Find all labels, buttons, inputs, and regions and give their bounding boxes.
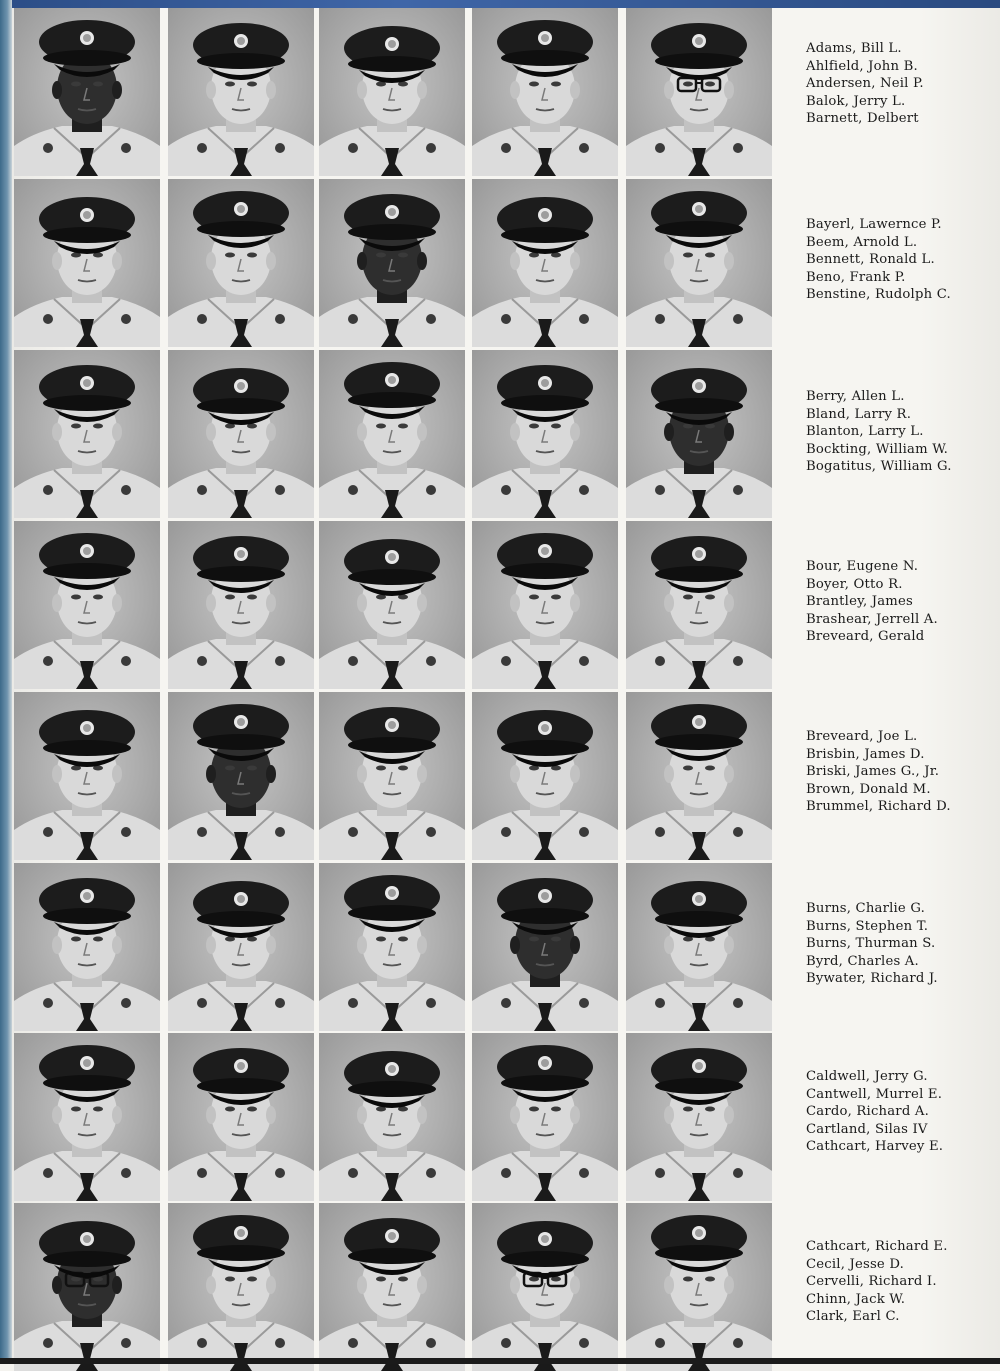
portrait-row bbox=[14, 863, 774, 1031]
soldier-portrait-photo bbox=[168, 1203, 314, 1371]
soldier-portrait-photo bbox=[168, 692, 314, 860]
soldier-name: Ahlfield, John B. bbox=[806, 58, 918, 74]
soldier-name: Byrd, Charles A. bbox=[806, 953, 919, 969]
soldier-name: Adams, Bill L. bbox=[806, 41, 902, 56]
soldier-portrait-photo bbox=[626, 1033, 772, 1201]
soldier-portrait-photo bbox=[472, 1203, 618, 1371]
soldier-portrait-photo bbox=[319, 863, 465, 1031]
soldier-name: Beno, Frank P. bbox=[806, 269, 906, 285]
soldier-name: Breveard, Joe L. bbox=[806, 729, 918, 744]
name-list bbox=[806, 40, 986, 128]
soldier-name: Cardo, Richard A. bbox=[806, 1104, 929, 1119]
soldier-portrait-photo bbox=[472, 350, 618, 518]
soldier-name: Burns, Thurman S. bbox=[806, 936, 936, 951]
portrait-row bbox=[14, 350, 774, 518]
soldier-name: Bockting, William W. bbox=[806, 441, 949, 457]
soldier-portrait-photo bbox=[626, 863, 772, 1031]
soldier-name: Bywater, Richard J. bbox=[806, 971, 938, 986]
soldier-name: Benstine, Rudolph C. bbox=[806, 287, 951, 302]
soldier-portrait-photo bbox=[319, 521, 465, 689]
soldier-name: Bland, Larry R. bbox=[806, 406, 912, 422]
soldier-name: Beem, Arnold L. bbox=[806, 234, 918, 250]
name-list bbox=[806, 558, 986, 646]
name-list bbox=[806, 900, 986, 988]
soldier-portrait-photo bbox=[14, 179, 160, 347]
soldier-name: Chinn, Jack W. bbox=[806, 1291, 906, 1307]
soldier-portrait-photo bbox=[168, 1033, 314, 1201]
soldier-portrait-photo bbox=[319, 179, 465, 347]
page-top-edge bbox=[0, 0, 1000, 8]
soldier-portrait-photo bbox=[472, 8, 618, 176]
soldier-portrait-photo bbox=[472, 692, 618, 860]
soldier-name: Cecil, Jesse D. bbox=[806, 1256, 905, 1272]
soldier-name: Bennett, Ronald L. bbox=[806, 252, 935, 267]
soldier-portrait-photo bbox=[14, 1033, 160, 1201]
soldier-name: Brashear, Jerrell A. bbox=[806, 611, 938, 627]
page-bottom-edge bbox=[0, 1358, 1000, 1364]
soldier-name: Andersen, Neil P. bbox=[806, 76, 924, 91]
soldier-portrait-photo bbox=[626, 521, 772, 689]
name-list bbox=[806, 1238, 986, 1326]
soldier-name: Bayerl, Lawernce P. bbox=[806, 217, 942, 232]
soldier-name: Bour, Eugene N. bbox=[806, 559, 919, 574]
soldier-portrait-photo bbox=[168, 863, 314, 1031]
soldier-name: Brown, Donald M. bbox=[806, 781, 931, 797]
soldier-name: Brisbin, James D. bbox=[806, 746, 925, 762]
soldier-portrait-photo bbox=[319, 1033, 465, 1201]
soldier-portrait-photo bbox=[14, 8, 160, 176]
soldier-portrait-photo bbox=[14, 1203, 160, 1371]
soldier-name: Caldwell, Jerry G. bbox=[806, 1069, 928, 1084]
soldier-name: Cathcart, Richard E. bbox=[806, 1239, 948, 1254]
soldier-name: Bogatitus, William G. bbox=[806, 459, 952, 474]
soldier-portrait-photo bbox=[319, 350, 465, 518]
soldier-portrait-photo bbox=[14, 521, 160, 689]
name-list bbox=[806, 728, 986, 816]
portrait-row bbox=[14, 8, 774, 176]
name-list bbox=[806, 1068, 986, 1156]
soldier-name: Cathcart, Harvey E. bbox=[806, 1139, 944, 1154]
soldier-name: Cartland, Silas IV bbox=[806, 1121, 928, 1137]
soldier-portrait-photo bbox=[319, 8, 465, 176]
soldier-portrait-photo bbox=[472, 1033, 618, 1201]
soldier-name: Briski, James G., Jr. bbox=[806, 764, 940, 779]
soldier-portrait-photo bbox=[626, 692, 772, 860]
soldier-portrait-photo bbox=[168, 350, 314, 518]
soldier-name: Brummel, Richard D. bbox=[806, 799, 951, 814]
portrait-row bbox=[14, 179, 774, 347]
soldier-portrait-photo bbox=[472, 863, 618, 1031]
name-list bbox=[806, 216, 986, 304]
soldier-portrait-photo bbox=[626, 1203, 772, 1371]
soldier-name: Burns, Charlie G. bbox=[806, 901, 925, 916]
soldier-name: Blanton, Larry L. bbox=[806, 424, 924, 439]
soldier-portrait-photo bbox=[319, 692, 465, 860]
soldier-name: Burns, Stephen T. bbox=[806, 918, 929, 934]
soldier-name: Breveard, Gerald bbox=[806, 629, 925, 644]
soldier-name: Balok, Jerry L. bbox=[806, 93, 906, 109]
soldier-portrait-photo bbox=[168, 521, 314, 689]
soldier-portrait-photo bbox=[168, 8, 314, 176]
soldier-portrait-photo bbox=[168, 179, 314, 347]
soldier-portrait-photo bbox=[14, 350, 160, 518]
soldier-name: Barnett, Delbert bbox=[806, 111, 919, 126]
portrait-row bbox=[14, 521, 774, 689]
soldier-portrait-photo bbox=[14, 863, 160, 1031]
soldier-name: Boyer, Otto R. bbox=[806, 576, 903, 592]
portrait-row bbox=[14, 1033, 774, 1201]
soldier-portrait-photo bbox=[472, 521, 618, 689]
soldier-portrait-photo bbox=[626, 350, 772, 518]
soldier-portrait-photo bbox=[626, 8, 772, 176]
soldier-name: Clark, Earl C. bbox=[806, 1309, 900, 1324]
name-list bbox=[806, 388, 986, 476]
soldier-name: Brantley, James bbox=[806, 594, 913, 609]
soldier-portrait-photo bbox=[472, 179, 618, 347]
soldier-name: Berry, Allen L. bbox=[806, 389, 905, 404]
page-binding-edge bbox=[0, 0, 12, 1364]
soldier-portrait-photo bbox=[14, 692, 160, 860]
soldier-name: Cervelli, Richard I. bbox=[806, 1274, 937, 1289]
soldier-portrait-photo bbox=[626, 179, 772, 347]
portrait-row bbox=[14, 692, 774, 860]
soldier-portrait-photo bbox=[319, 1203, 465, 1371]
portrait-row bbox=[14, 1203, 774, 1371]
soldier-name: Cantwell, Murrel E. bbox=[806, 1086, 943, 1102]
